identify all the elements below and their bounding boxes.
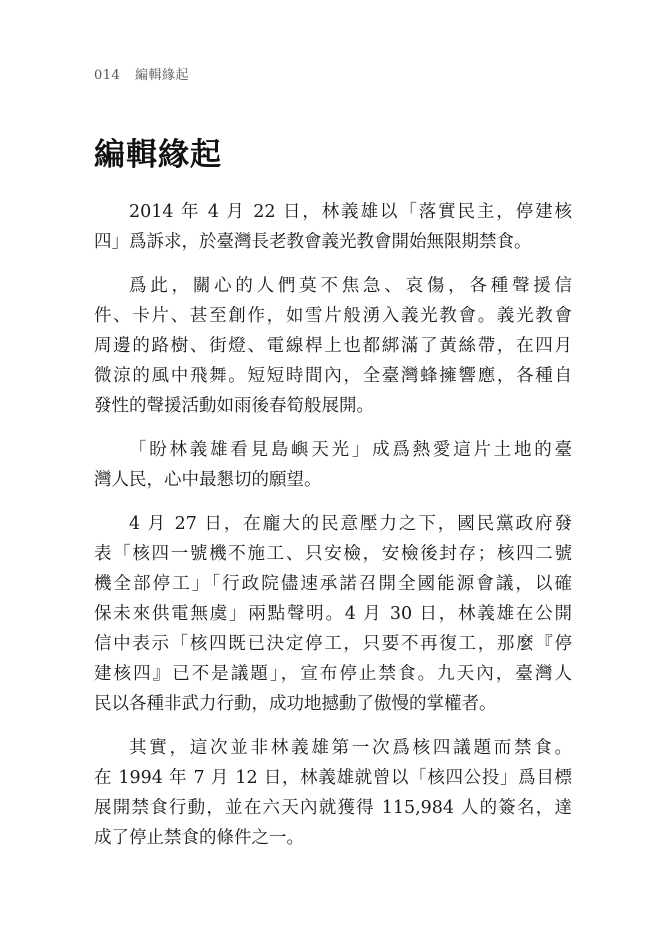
- paragraph: [94, 271, 572, 421]
- text-line: 其實，這次並非林義雄第一次爲核四議題而禁食。: [129, 738, 572, 758]
- running-header: [94, 64, 189, 83]
- text-line: 四」爲訴求，於臺灣長老教會義光教會開始無限期禁食。: [94, 232, 532, 252]
- running-section-title: 編輯緣起: [134, 68, 189, 83]
- text-line: 件、卡片、甚至創作，如雪片般湧入義光教會。義光教會: [94, 306, 572, 326]
- text-line: 爲此，關心的人們莫不焦急、哀傷，各種聲援信: [129, 276, 572, 296]
- paragraph: [94, 509, 572, 719]
- paragraph: [94, 197, 572, 257]
- text-line: 表「核四一號機不施工、只安檢，安檢後封存；核四二號: [94, 544, 572, 564]
- text-line: 在 1994 年 7 月 12 日，林義雄就曾以「核四公投」爲目標: [94, 768, 572, 788]
- text-line: 展開禁食行動，並在六天內就獲得 115,984 人的簽名，達: [94, 798, 572, 818]
- body-text: [94, 197, 572, 867]
- text-line: 微涼的風中飛舞。短短時間內，全臺灣蜂擁響應，各種自: [94, 366, 572, 386]
- text-line: 建核四』已不是議題」，宣布停止禁食。九天內，臺灣人: [94, 664, 572, 684]
- text-line: 發性的聲援活動如雨後春筍般展開。: [94, 396, 374, 416]
- text-line: 2014 年 4 月 22 日，林義雄以「落實民主，停建核: [129, 202, 572, 222]
- text-line: 機全部停工」「行政院儘速承諾召開全國能源會議，以確: [94, 574, 572, 594]
- paragraph: [94, 435, 572, 495]
- text-line: 「盼林義雄看見島嶼天光」成爲熱愛這片土地的臺: [129, 440, 572, 460]
- text-line: 民以各種非武力行動，成功地撼動了傲慢的掌權者。: [94, 694, 497, 714]
- text-line: 保未來供電無虞」兩點聲明。4 月 30 日，林義雄在公開: [94, 604, 572, 624]
- text-line: 周邊的路樹、街燈、電線桿上也都綁滿了黃絲帶，在四月: [94, 336, 572, 356]
- text-line: 信中表示「核四既已決定停工，只要不再復工，那麼『停: [94, 634, 572, 654]
- text-line: 灣人民，心中最懇切的願望。: [94, 470, 322, 490]
- page-number: 014: [94, 68, 121, 83]
- paragraph: [94, 733, 572, 853]
- text-line: 4 月 27 日，在龐大的民意壓力之下，國民黨政府發: [129, 514, 572, 534]
- chapter-title: 編輯緣起: [94, 137, 222, 173]
- text-line: 成了停止禁食的條件之一。: [94, 828, 304, 848]
